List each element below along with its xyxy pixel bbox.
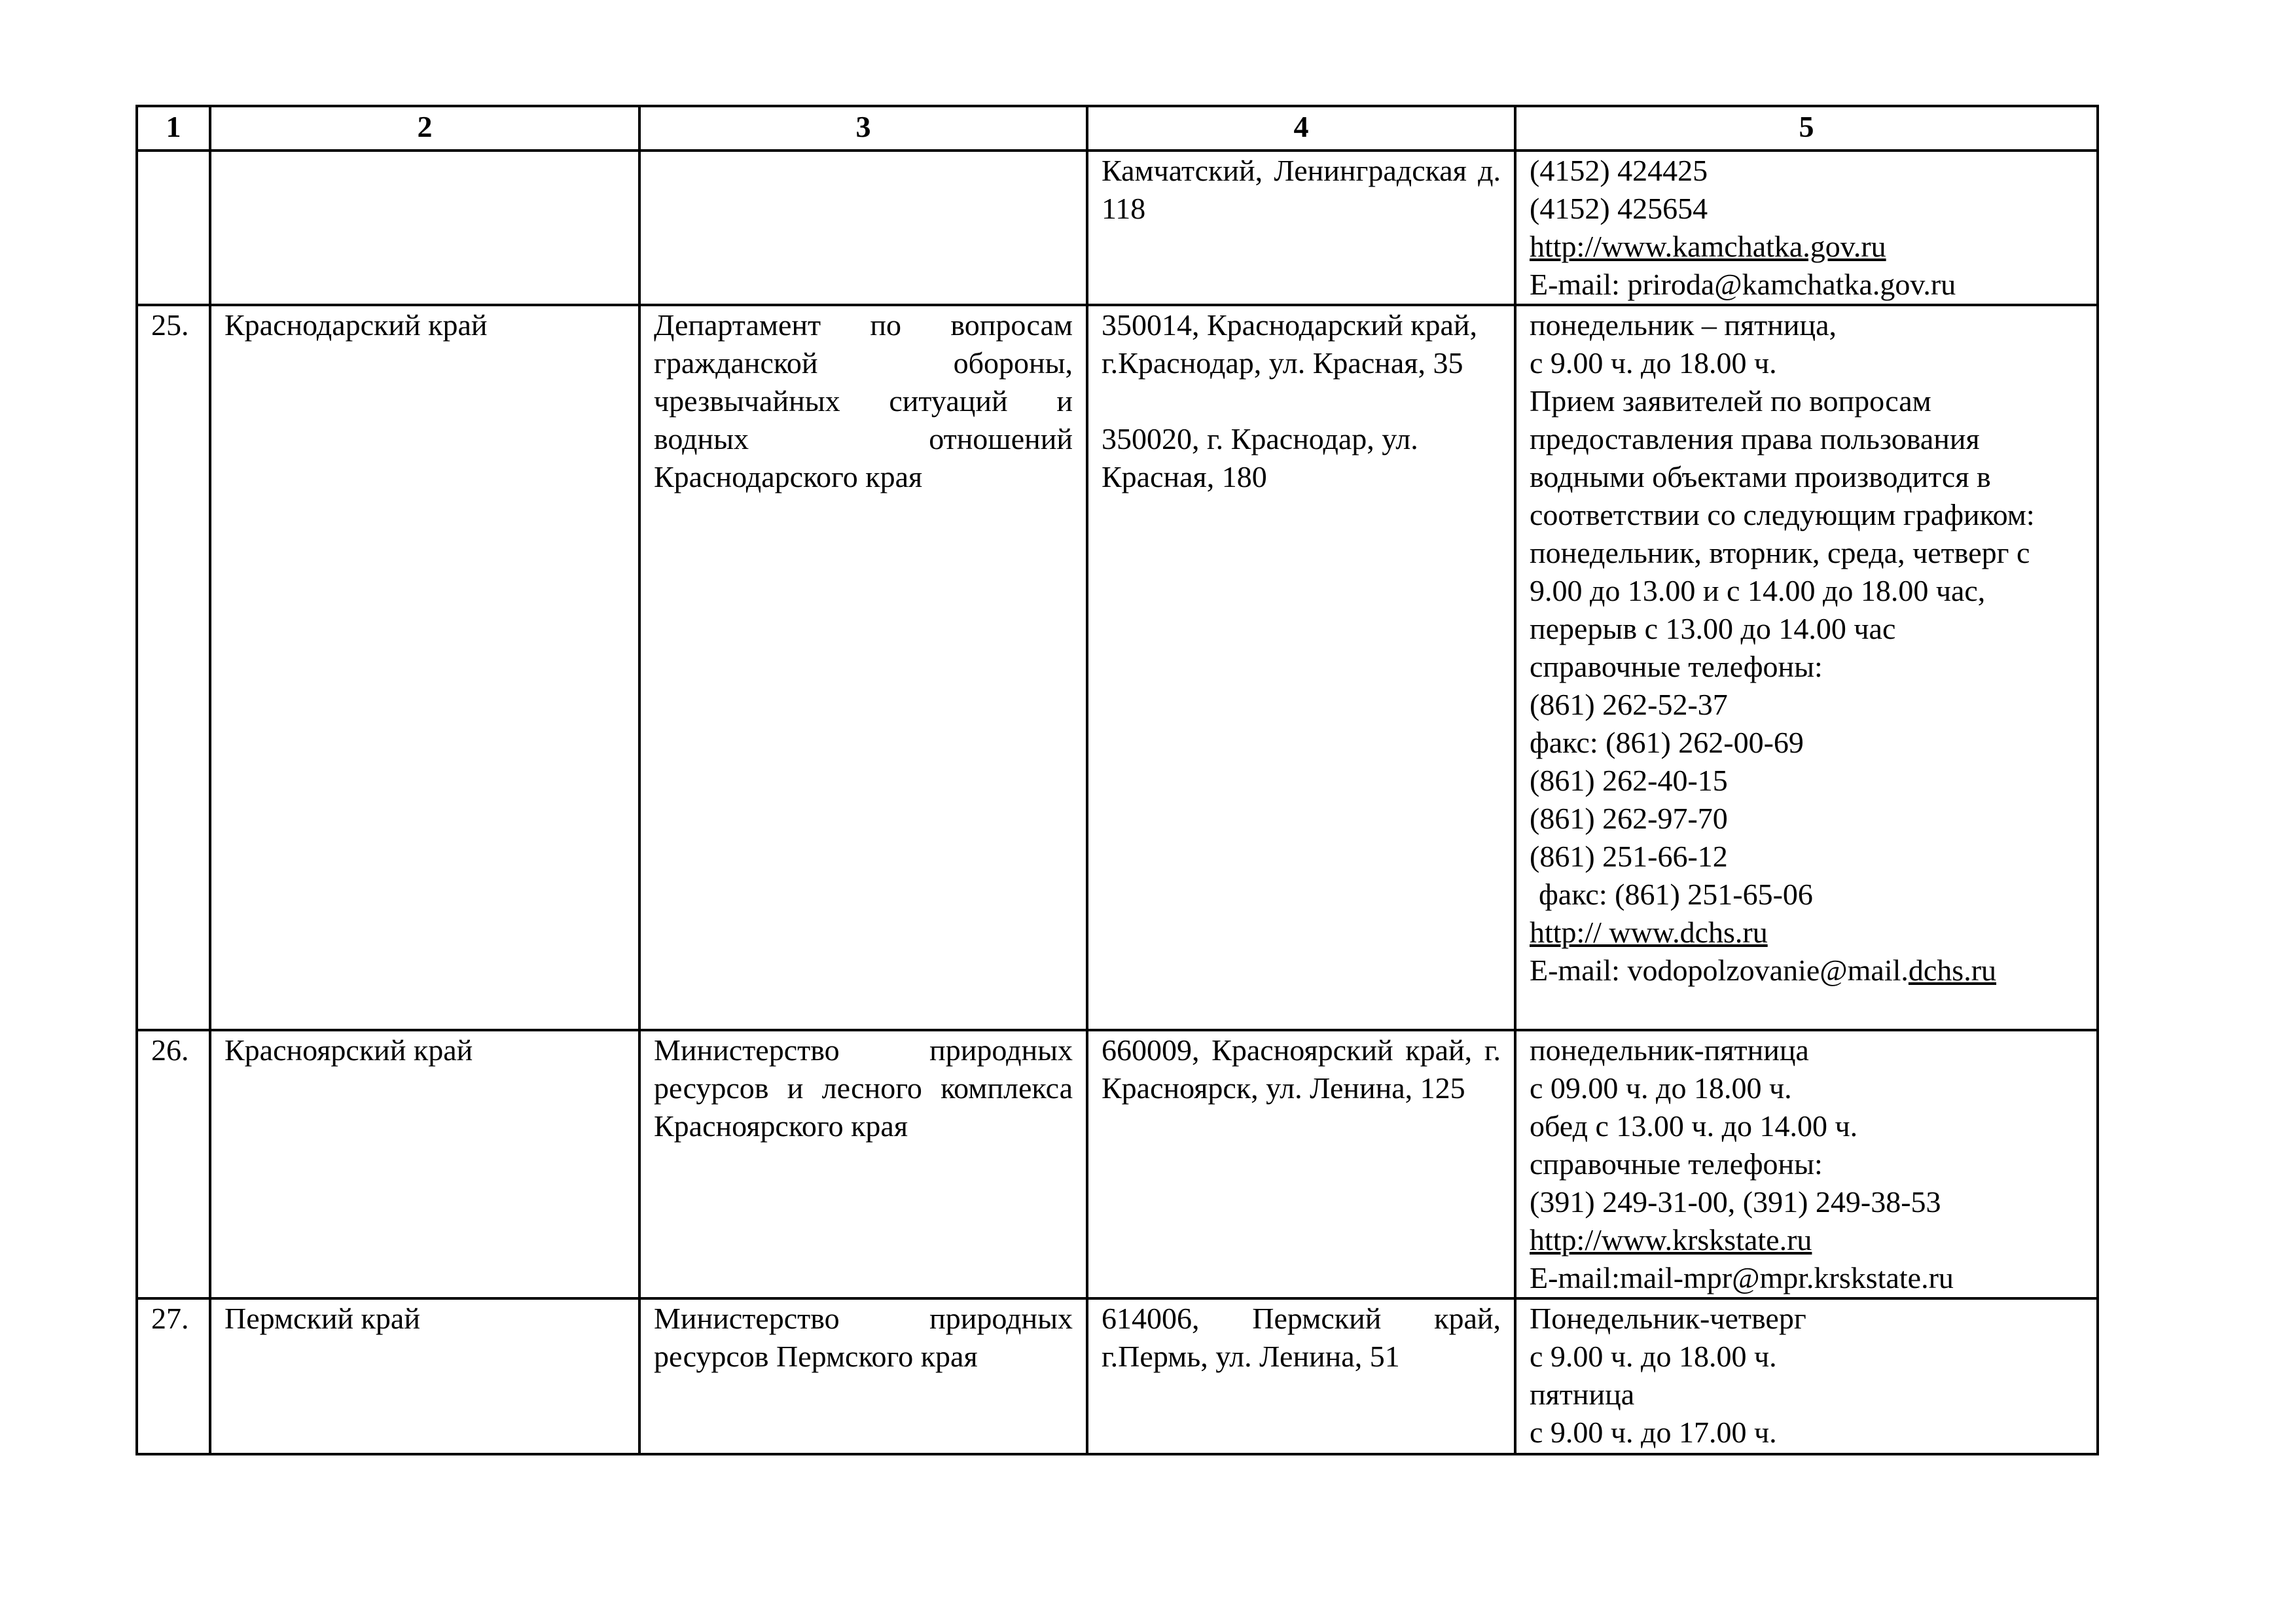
email xyxy=(1530,952,2083,990)
website-link[interactable]: http:// www.dchs.ru xyxy=(1530,916,1768,949)
address-cell: 660009, Красноярский край, г. Красноярск, ул. Ленина, 125 xyxy=(1087,1030,1515,1298)
phone: (861) 262-97-70 xyxy=(1530,802,1728,835)
region-cell: Краснодарский край xyxy=(210,305,639,1030)
email: E-mail: priroda@kamchatka.gov.ru xyxy=(1530,268,1956,301)
row-number xyxy=(137,151,210,305)
contacts-cell xyxy=(1515,1298,2098,1454)
header-row xyxy=(137,106,2098,151)
organ-cell: Министерство природных ресурсов Пермского края xyxy=(639,1298,1087,1454)
website-link[interactable]: http://www.kamchatka.gov.ru xyxy=(1530,230,1886,263)
address-line: 350020, г. Краснодар, ул. Красная, 180 xyxy=(1102,422,1418,493)
website-link[interactable]: http://www.krskstate.ru xyxy=(1530,1223,1812,1257)
phones-label: справочные телефоны: xyxy=(1530,1147,1823,1181)
email-domain-link[interactable]: dchs.ru xyxy=(1908,954,1997,987)
address-cell: Камчатский, Ленинградская д. 118 xyxy=(1087,151,1515,305)
schedule-line: понедельник-пятница xyxy=(1530,1033,1809,1067)
column-header-5: 5 xyxy=(1515,106,2098,151)
phone: (4152) 425654 xyxy=(1530,192,1708,225)
email: E-mail:mail-mpr@mpr.krskstate.ru xyxy=(1530,1261,1954,1294)
schedule-line: с 9.00 ч. до 17.00 ч. xyxy=(1530,1416,1777,1449)
region-cell: Красноярский край xyxy=(210,1030,639,1298)
schedule-line: понедельник – пятница, xyxy=(1530,308,1837,342)
schedule-line: обед с 13.00 ч. до 14.00 ч. xyxy=(1530,1109,1858,1143)
organ-cell xyxy=(639,151,1087,305)
schedule-line: с 09.00 ч. до 18.00 ч. xyxy=(1530,1071,1792,1105)
schedule-line: Понедельник-четверг xyxy=(1530,1302,1806,1335)
address-cell xyxy=(1087,305,1515,1030)
schedule-note: понедельник, вторник, среда, четверг с 9.00 до 13.00 и с 14.00 до 18.00 час, перерыв с 13.00 до 14.00 час xyxy=(1530,536,2030,645)
column-header-4: 4 xyxy=(1087,106,1515,151)
phones-label: справочные телефоны: xyxy=(1530,650,1823,683)
address-cell: 614006, Пермский край, г.Пермь, ул. Ленина, 51 xyxy=(1087,1298,1515,1454)
row-number: 25. xyxy=(137,305,210,1030)
table-row xyxy=(137,151,2098,305)
schedule-note: Прием заявителей по вопросам предоставления права пользования водными объектами производится в соответствии со следующим графиком: xyxy=(1530,384,2035,531)
contacts-cell xyxy=(1515,1030,2098,1298)
contacts-cell xyxy=(1515,151,2098,305)
phone: (391) 249-31-00, (391) 249-38-53 xyxy=(1530,1185,1941,1219)
schedule-line: пятница xyxy=(1530,1378,1635,1411)
phone: (4152) 424425 xyxy=(1530,154,1708,187)
organ-cell: Департамент по вопросам гражданской обороны, чрезвычайных ситуаций и водных отношений Краснодарского края xyxy=(639,305,1087,1030)
fax: факс: (861) 251-65-06 xyxy=(1539,878,1813,911)
region-cell xyxy=(210,151,639,305)
email-text: E-mail: vodopolzovanie@mail. xyxy=(1530,954,1909,987)
row-number: 27. xyxy=(137,1298,210,1454)
column-header-1: 1 xyxy=(137,106,210,151)
authorities-table xyxy=(135,105,2099,1455)
phone: (861) 251-66-12 xyxy=(1530,840,1728,873)
organ-cell: Министерство природных ресурсов и лесного комплекса Красноярского края xyxy=(639,1030,1087,1298)
phone: (861) 262-52-37 xyxy=(1530,688,1728,721)
table-row xyxy=(137,1030,2098,1298)
fax: факс: (861) 262-00-69 xyxy=(1530,726,1804,759)
table-row xyxy=(137,305,2098,1030)
column-header-2: 2 xyxy=(210,106,639,151)
phone: (861) 262-40-15 xyxy=(1530,764,1728,797)
table-row xyxy=(137,1298,2098,1454)
row-number: 26. xyxy=(137,1030,210,1298)
contacts-cell xyxy=(1515,305,2098,1030)
schedule-line: с 9.00 ч. до 18.00 ч. xyxy=(1530,1340,1777,1373)
column-header-3: 3 xyxy=(639,106,1087,151)
region-cell: Пермский край xyxy=(210,1298,639,1454)
schedule-line: с 9.00 ч. до 18.00 ч. xyxy=(1530,346,1777,380)
address-line: 350014, Краснодарский край, г.Краснодар, ул. Красная, 35 xyxy=(1102,308,1478,380)
